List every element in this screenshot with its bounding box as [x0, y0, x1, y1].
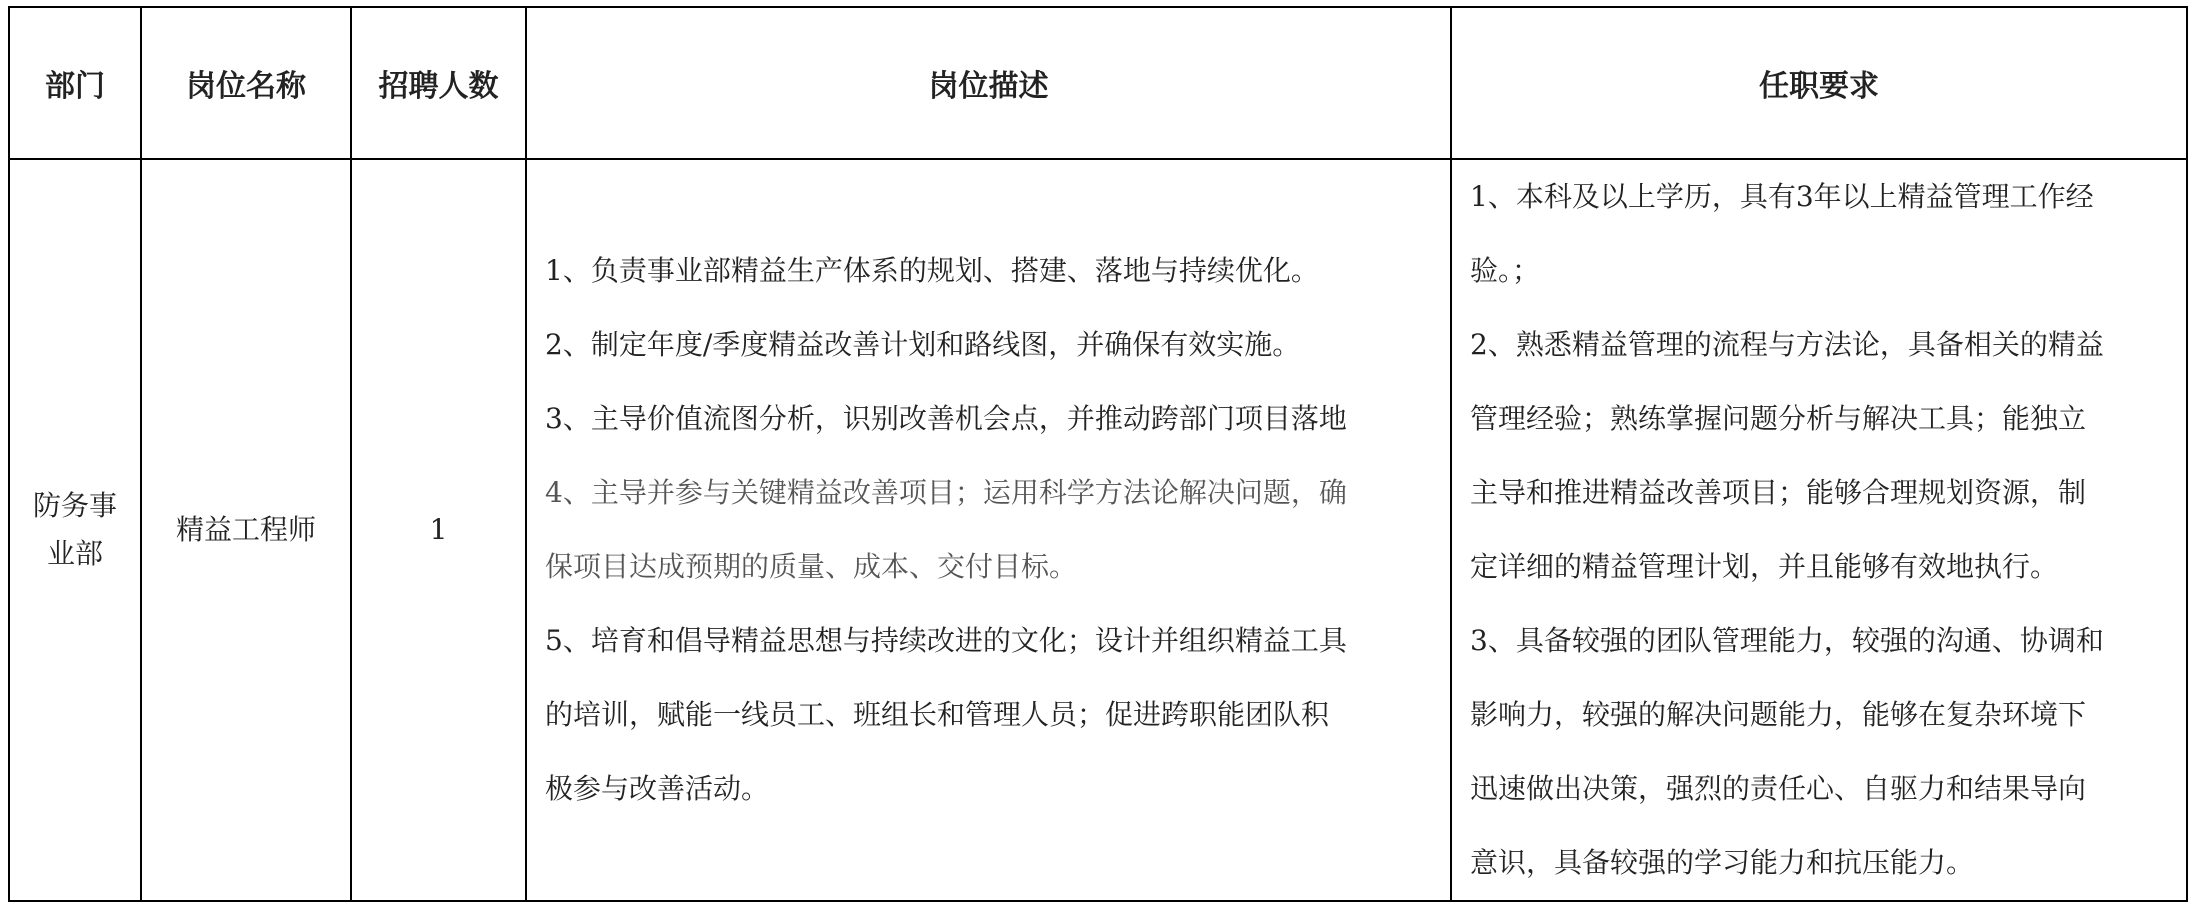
- header-description: 岗位描述: [526, 7, 1451, 159]
- description-line-5: 保项目达成预期的质量、成本、交付目标。: [545, 550, 1078, 583]
- headcount-cell: 1: [351, 159, 526, 901]
- header-position: 岗位名称: [141, 7, 351, 159]
- department-cell: [9, 159, 141, 901]
- requirement-line-9: 迅速做出决策，强烈的责任心、自驱力和结果导向: [1470, 772, 2087, 805]
- requirement-line-7: 3、具备较强的团队管理能力，较强的沟通、协调和: [1470, 624, 2104, 657]
- requirement-line-4: 管理经验；熟练掌握问题分析与解决工具；能独立: [1470, 402, 2087, 435]
- department-line-1: 防务事: [32, 489, 117, 522]
- description-line-7: 的培训，赋能一线员工、班组长和管理人员；促进跨职能团队积: [545, 698, 1330, 731]
- header-requirements: 任职要求: [1451, 7, 2187, 159]
- table-row: [9, 159, 2187, 901]
- description-cell: [526, 159, 1451, 901]
- department-line-2: 业部: [46, 537, 103, 570]
- requirement-line-2: 验。；: [1470, 254, 1541, 287]
- requirement-line-3: 2、熟悉精益管理的流程与方法论，具备相关的精益: [1470, 328, 2104, 361]
- header-department: 部门: [9, 7, 141, 159]
- description-line-6: 5、培育和倡导精益思想与持续改进的文化；设计并组织精益工具: [545, 624, 1347, 657]
- description-line-4: 4、主导并参与关键精益改善项目；运用科学方法论解决问题，确: [545, 476, 1347, 509]
- requirement-line-1: 1、本科及以上学历，具有3年以上精益管理工作经: [1470, 180, 2094, 213]
- description-line-2: 2、制定年度/季度精益改善计划和路线图，并确保有效实施。: [545, 328, 1301, 361]
- table-header-row: [9, 7, 2187, 159]
- description-line-1: 1、负责事业部精益生产体系的规划、搭建、落地与持续优化。: [545, 254, 1319, 287]
- requirements-cell: [1451, 159, 2187, 901]
- description-line-3: 3、主导价值流图分析，识别改善机会点，并推动跨部门项目落地: [545, 402, 1347, 435]
- header-headcount: 招聘人数: [351, 7, 526, 159]
- requirement-line-10: 意识，具备较强的学习能力和抗压能力。: [1470, 846, 1975, 879]
- requirement-line-6: 定详细的精益管理计划，并且能够有效地执行。: [1470, 550, 2059, 583]
- requirement-line-8: 影响力，较强的解决问题能力，能够在复杂环境下: [1470, 698, 2087, 731]
- requirement-line-5: 主导和推进精益改善项目；能够合理规划资源，制: [1470, 476, 2087, 509]
- job-posting-table: [8, 6, 2188, 902]
- description-line-8: 极参与改善活动。: [545, 772, 770, 805]
- position-cell: 精益工程师: [141, 159, 351, 901]
